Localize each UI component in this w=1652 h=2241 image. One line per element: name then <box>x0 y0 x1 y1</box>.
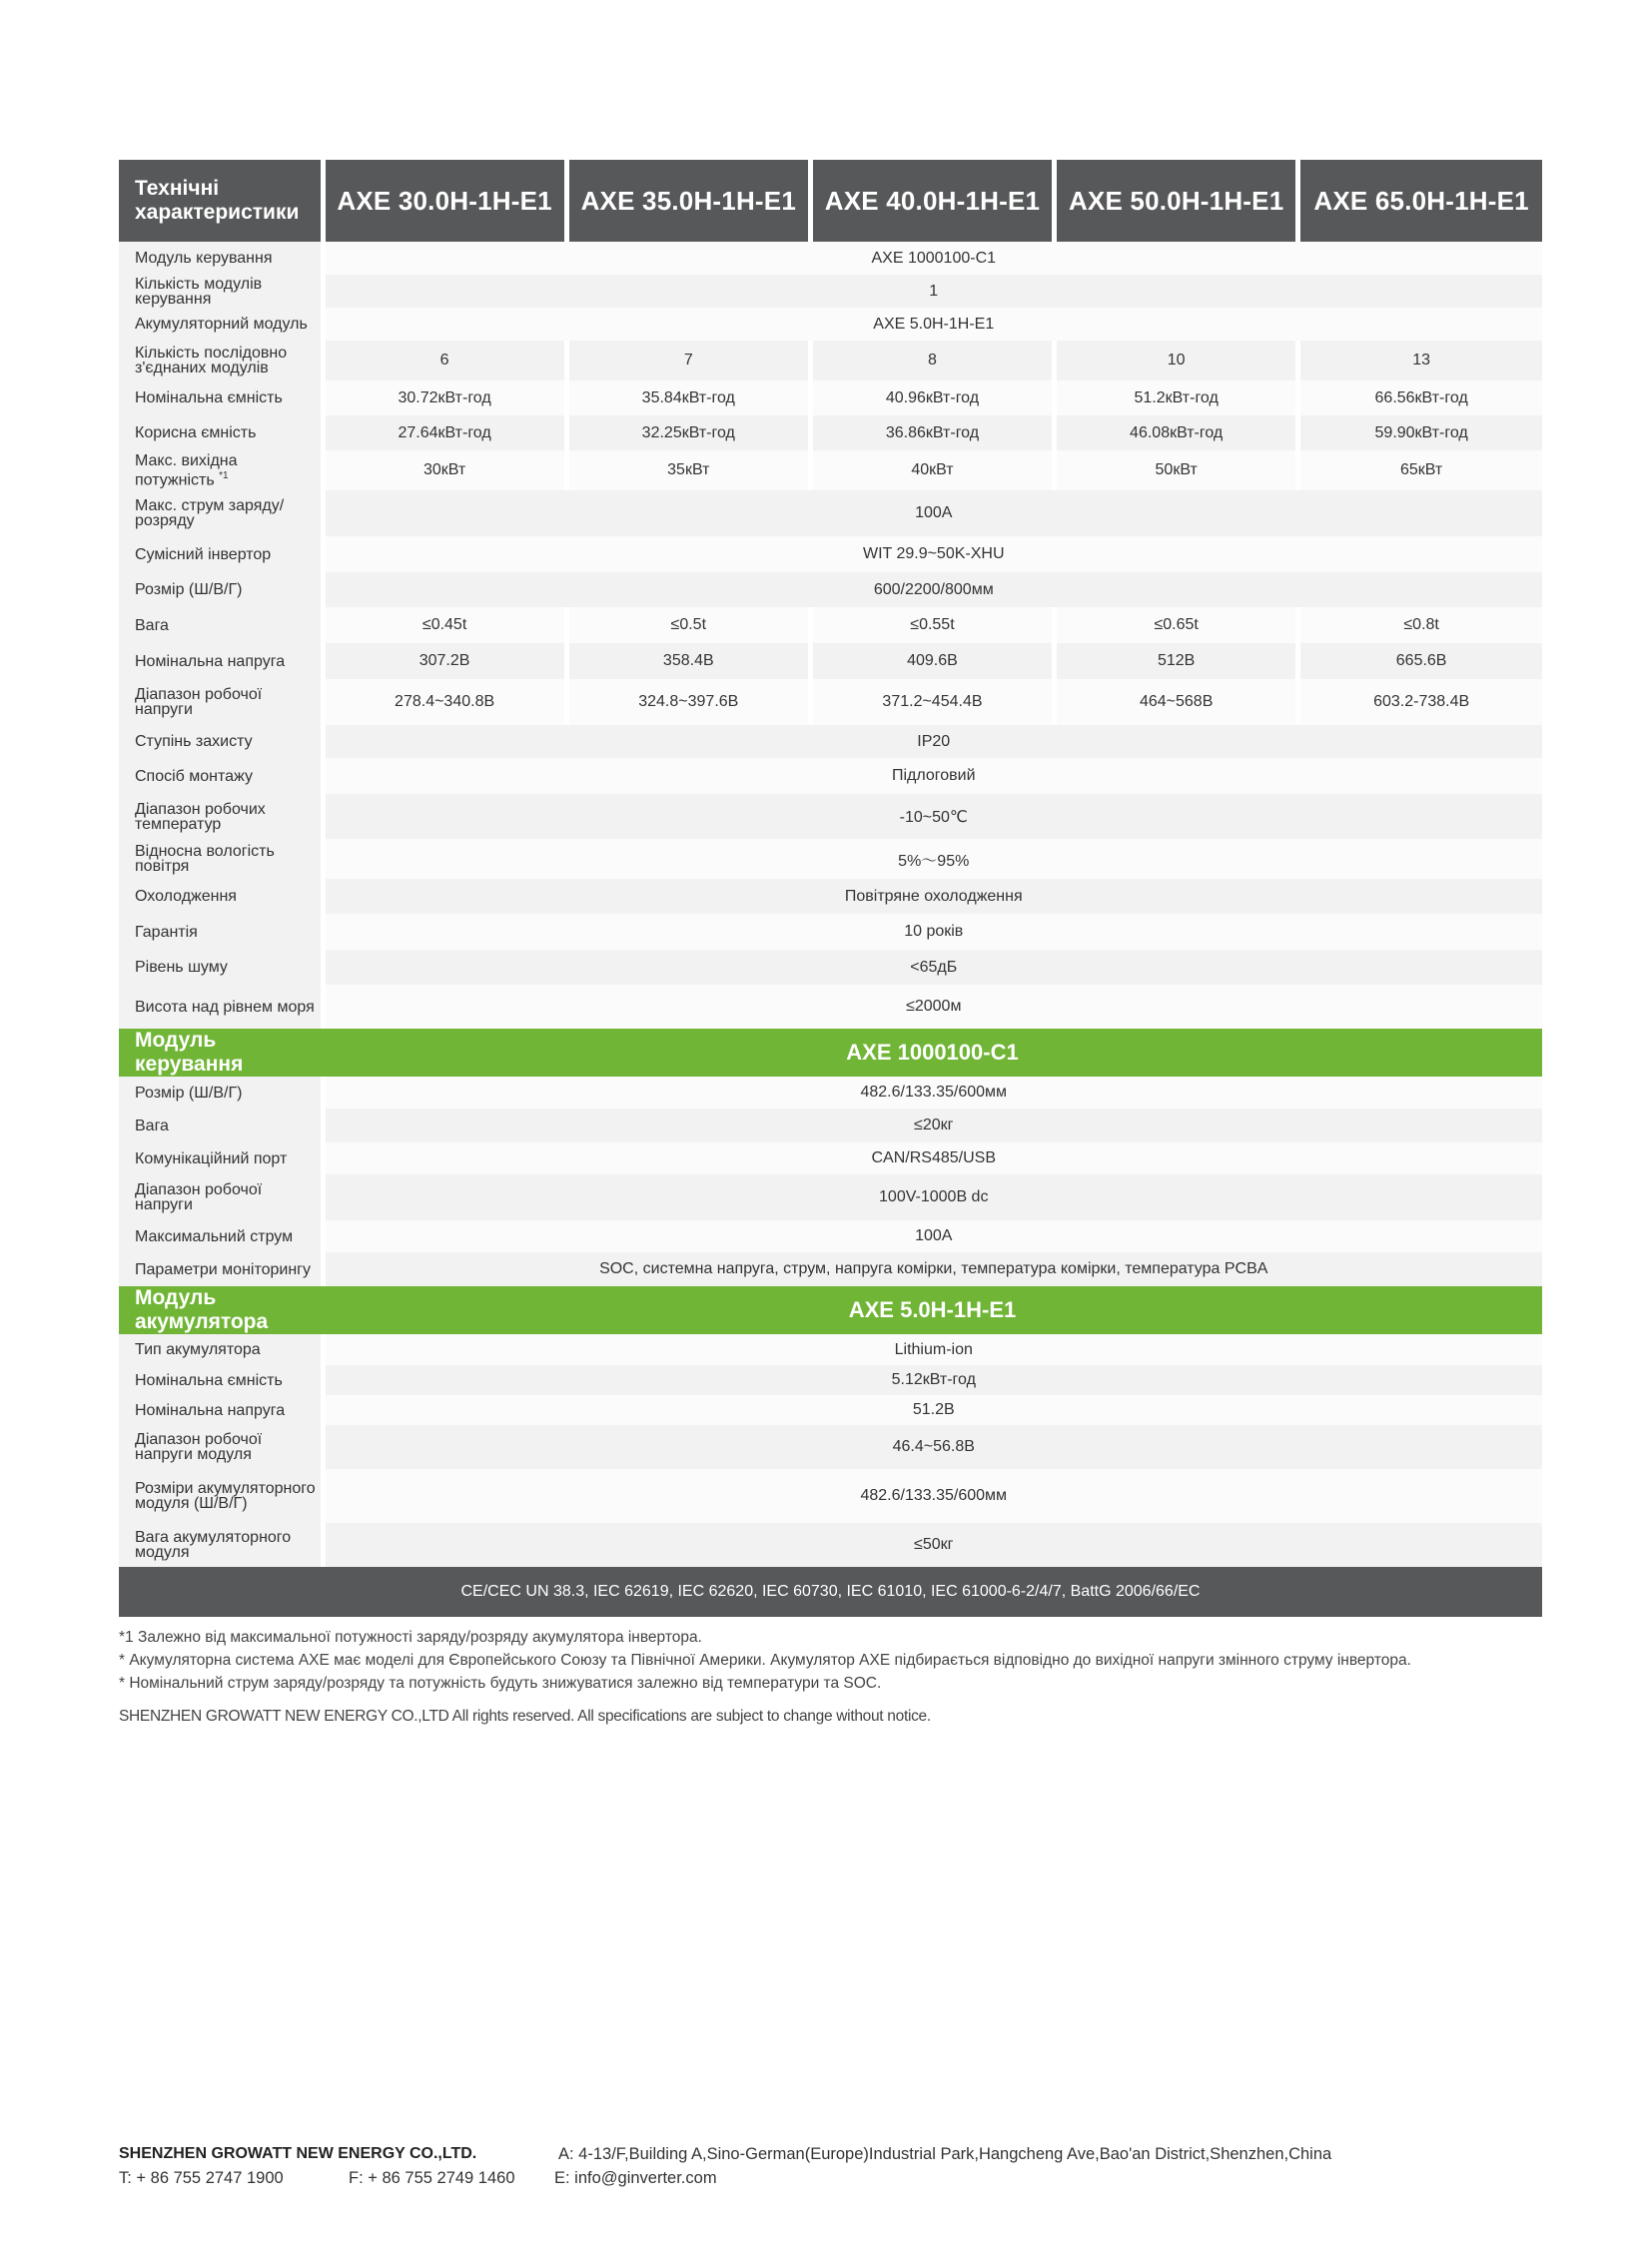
row-label: Тип акумулятора <box>119 1334 323 1365</box>
row-value: 7 <box>566 341 810 380</box>
company-name: SHENZHEN GROWATT NEW ENERGY CO.,LTD. <box>119 2145 477 2162</box>
table-row <box>119 572 1542 607</box>
row-label: Розмір (Ш/В/Г) <box>119 1077 323 1109</box>
table-row <box>119 758 1542 794</box>
row-label: Сумісний інвертор <box>119 536 323 572</box>
row-value: CAN/RS485/USB <box>323 1142 1542 1174</box>
row-value: AXE 1000100-C1 <box>323 242 1542 275</box>
row-value: 66.56кВт-год <box>1298 380 1542 415</box>
row-value: 59.90кВт-год <box>1298 415 1542 450</box>
section-title: Модуль керування <box>119 1029 323 1077</box>
row-value: WIT 29.9~50K-XHU <box>323 536 1542 572</box>
table-row <box>119 1220 1542 1252</box>
footnote-1: *1 Залежно від максимальної потужності заряду/розряду акумулятора інвертора. <box>119 1629 702 1646</box>
footnotes <box>119 1626 1557 1728</box>
company-address: A: 4-13/F,Building A,Sino-German(Europe)Industrial Park,Hangcheng Ave,Bao'an District,Shenzhen,China <box>558 2145 1332 2163</box>
row-value: 46.08кВт-год <box>1055 415 1298 450</box>
row-value: Підлоговий <box>323 758 1542 794</box>
row-value: 464~568В <box>1055 679 1298 725</box>
table-row <box>119 679 1542 725</box>
table-row <box>119 1365 1542 1395</box>
row-value: ≤20кг <box>323 1109 1542 1142</box>
section-model: AXE 5.0H-1H-E1 <box>323 1286 1542 1334</box>
row-value: 409.6В <box>810 643 1054 679</box>
table-row <box>119 1469 1542 1523</box>
row-value: 40кВт <box>810 450 1054 490</box>
row-value: 8 <box>810 341 1054 380</box>
row-label: Ступінь захисту <box>119 725 323 758</box>
row-label: Діапазон робочих температур <box>119 794 323 839</box>
row-value: IP20 <box>323 725 1542 758</box>
row-value: 36.86кВт-год <box>810 415 1054 450</box>
table-header <box>119 160 1542 242</box>
row-value: 51.2кВт-год <box>1055 380 1298 415</box>
row-value: Повітряне охолодження <box>323 879 1542 914</box>
row-value: 27.64кВт-год <box>323 415 566 450</box>
row-value: 665.6В <box>1298 643 1542 679</box>
certification-text: CE/CEC UN 38.3, IEC 62619, IEC 62620, IEC 60730, IEC 61010, IEC 61000-6-2/4/7, BattG 2006/66/EC <box>119 1567 1542 1617</box>
row-label: Розміри акумуляторного модуля (Ш/В/Г) <box>119 1469 323 1523</box>
row-value: ≤0.45t <box>323 607 566 643</box>
row-value: <65дБ <box>323 950 1542 985</box>
row-value: 1 <box>323 275 1542 308</box>
row-value: 5.12кВт-год <box>323 1365 1542 1395</box>
row-label: Діапазон робочої напруги <box>119 1174 323 1220</box>
row-label: Кількість модулів керування <box>119 275 323 308</box>
row-value: -10~50℃ <box>323 794 1542 839</box>
model-header: AXE 30.0H-1H-E1 <box>323 160 566 242</box>
row-value: Lithium-ion <box>323 1334 1542 1365</box>
spec-table <box>119 160 1542 1617</box>
row-value: 65кВт <box>1298 450 1542 490</box>
row-value: 482.6/133.35/600мм <box>323 1077 1542 1109</box>
row-label: Охолодження <box>119 879 323 914</box>
row-label: Діапазон робочої напруги <box>119 679 323 725</box>
model-header: AXE 65.0H-1H-E1 <box>1298 160 1542 242</box>
row-value: SOC, системна напруга, струм, напруга комірки, температура комірки, температура PCBA <box>323 1252 1542 1286</box>
row-label: Вага <box>119 1109 323 1142</box>
row-label: Гарантія <box>119 914 323 950</box>
table-row <box>119 643 1542 679</box>
row-value: 13 <box>1298 341 1542 380</box>
row-label: Номінальна напруга <box>119 643 323 679</box>
row-label: Діапазон робочої напруги модуля <box>119 1425 323 1469</box>
row-value: 371.2~454.4В <box>810 679 1054 725</box>
row-label: Номінальна напруга <box>119 1395 323 1425</box>
table-row <box>119 275 1542 308</box>
row-label: Корисна ємність <box>119 415 323 450</box>
row-label: Спосіб монтажу <box>119 758 323 794</box>
email-address[interactable]: E: info@ginverter.com <box>554 2169 717 2187</box>
row-label: Відносна вологість повітря <box>119 839 323 879</box>
row-value: 10 <box>1055 341 1298 380</box>
certification-bar <box>119 1567 1542 1617</box>
row-value: 100V-1000В dc <box>323 1174 1542 1220</box>
row-value: 512В <box>1055 643 1298 679</box>
fax-number: F: + 86 755 2749 1460 <box>349 2169 515 2187</box>
row-value: 46.4~56.8В <box>323 1425 1542 1469</box>
table-row <box>119 607 1542 643</box>
row-value: 30.72кВт-год <box>323 380 566 415</box>
table-row <box>119 839 1542 879</box>
table-row <box>119 794 1542 839</box>
table-row <box>119 1142 1542 1174</box>
row-label: Акумуляторний модуль <box>119 308 323 341</box>
phone-number: T: + 86 755 2747 1900 <box>119 2169 284 2187</box>
spec-title: Технічні характеристики <box>119 160 323 242</box>
table-row <box>119 1334 1542 1365</box>
model-header: AXE 50.0H-1H-E1 <box>1055 160 1298 242</box>
page-footer <box>119 2145 1557 2193</box>
row-label: Параметри моніторингу <box>119 1252 323 1286</box>
row-value: 40.96кВт-год <box>810 380 1054 415</box>
table-row <box>119 536 1542 572</box>
footnote-3: * Номінальний струм заряду/розряду та потужність будуть знижуватися залежно від температури та SOC. <box>119 1675 882 1692</box>
table-row <box>119 914 1542 950</box>
row-value: 100A <box>323 1220 1542 1252</box>
table-row <box>119 1395 1542 1425</box>
section-title: Модуль акумулятора <box>119 1286 323 1334</box>
row-value: 100A <box>323 490 1542 536</box>
row-value: ≤50кг <box>323 1523 1542 1567</box>
table-row <box>119 1252 1542 1286</box>
row-value: 278.4~340.8В <box>323 679 566 725</box>
footnote-marker: *1 <box>219 469 229 481</box>
model-header: AXE 35.0H-1H-E1 <box>566 160 810 242</box>
row-value: ≤2000м <box>323 985 1542 1029</box>
row-value: ≤0.8t <box>1298 607 1542 643</box>
row-value: 6 <box>323 341 566 380</box>
table-row <box>119 950 1542 985</box>
row-label-text: Макс. вихідна потужність <box>135 451 238 489</box>
row-value: 51.2В <box>323 1395 1542 1425</box>
row-label: Вага <box>119 607 323 643</box>
table-row <box>119 985 1542 1029</box>
row-value: 600/2200/800мм <box>323 572 1542 607</box>
model-header: AXE 40.0H-1H-E1 <box>810 160 1054 242</box>
row-value: 482.6/133.35/600мм <box>323 1469 1542 1523</box>
table-row <box>119 380 1542 415</box>
row-label: Рівень шуму <box>119 950 323 985</box>
table-row <box>119 242 1542 275</box>
row-label: Кількість послідовно з'єднаних модулів <box>119 341 323 380</box>
row-label <box>119 450 323 490</box>
row-label: Номінальна ємність <box>119 380 323 415</box>
row-label: Номінальна ємність <box>119 1365 323 1395</box>
row-value: 307.2В <box>323 643 566 679</box>
row-value: AXE 5.0H-1H-E1 <box>323 308 1542 341</box>
row-label: Висота над рівнем моря <box>119 985 323 1029</box>
table-row <box>119 725 1542 758</box>
table-row <box>119 341 1542 380</box>
row-value: 30кВт <box>323 450 566 490</box>
row-value: 50кВт <box>1055 450 1298 490</box>
table-row <box>119 490 1542 536</box>
row-value: 32.25кВт-год <box>566 415 810 450</box>
row-value: 5%～95% <box>323 839 1542 879</box>
row-value: 358.4В <box>566 643 810 679</box>
row-value: 35кВт <box>566 450 810 490</box>
table-row <box>119 450 1542 490</box>
section-model: AXE 1000100-C1 <box>323 1029 1542 1077</box>
table-row <box>119 1425 1542 1469</box>
row-value: ≤0.5t <box>566 607 810 643</box>
row-value: 10 років <box>323 914 1542 950</box>
row-label: Макс. струм заряду/розряду <box>119 490 323 536</box>
row-label: Вага акумуляторного модуля <box>119 1523 323 1567</box>
section-header-battery <box>119 1286 1542 1334</box>
row-value: ≤0.65t <box>1055 607 1298 643</box>
table-row <box>119 1077 1542 1109</box>
row-label: Максимальний струм <box>119 1220 323 1252</box>
footnote-2: * Акумуляторна система AXE має моделі для Європейського Союзу та Північної Америки. Акумулятор AXE підбирається відповідно до вихідної напруги змінного струму інвертора. <box>119 1652 1411 1669</box>
row-value: 603.2-738.4В <box>1298 679 1542 725</box>
table-row <box>119 415 1542 450</box>
table-row <box>119 1174 1542 1220</box>
spec-sheet <box>119 160 1542 1617</box>
row-label: Комунікаційний порт <box>119 1142 323 1174</box>
table-row <box>119 1523 1542 1567</box>
row-label: Модуль керування <box>119 242 323 275</box>
row-value: ≤0.55t <box>810 607 1054 643</box>
table-row <box>119 1109 1542 1142</box>
row-label: Розмір (Ш/В/Г) <box>119 572 323 607</box>
table-row <box>119 308 1542 341</box>
row-value: 324.8~397.6В <box>566 679 810 725</box>
section-header-control <box>119 1029 1542 1077</box>
row-value: 35.84кВт-год <box>566 380 810 415</box>
rights-notice: SHENZHEN GROWATT NEW ENERGY CO.,LTD All rights reserved. All specifications are subject to change without notice. <box>119 1708 931 1725</box>
table-row <box>119 879 1542 914</box>
